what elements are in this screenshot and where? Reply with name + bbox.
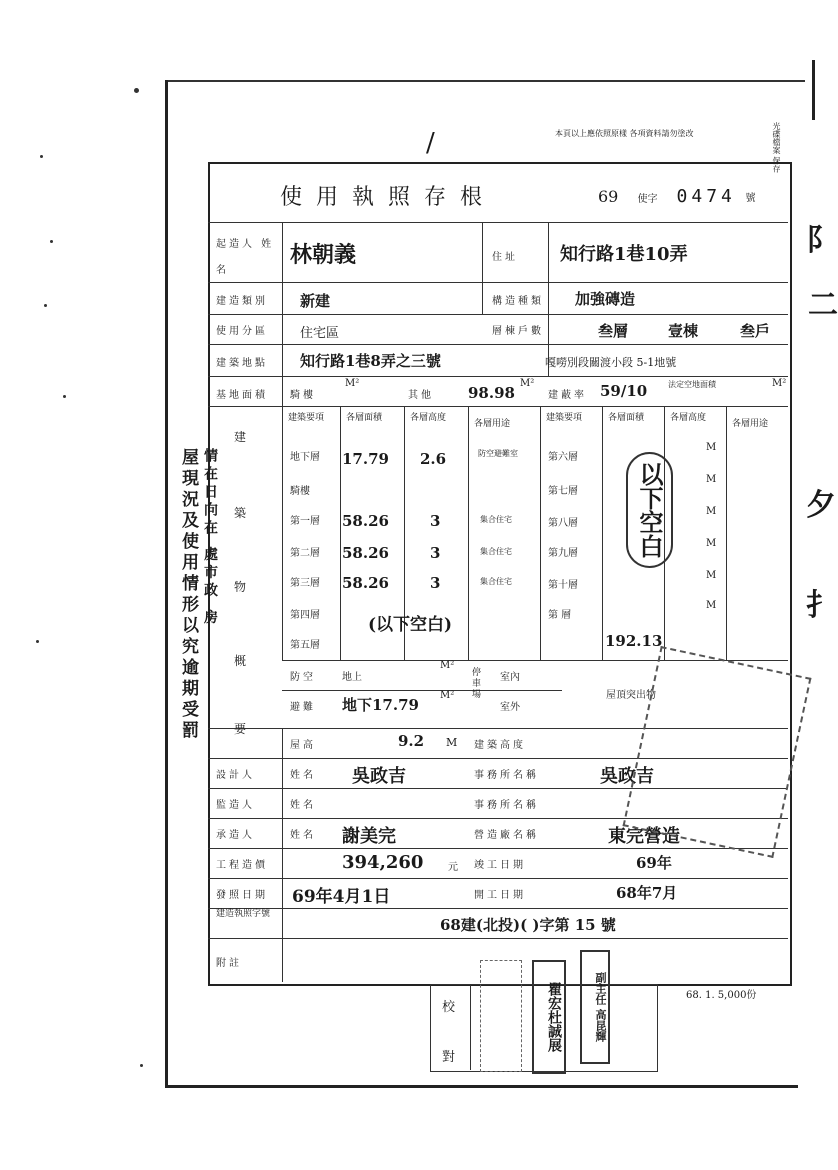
- floor-height: 2.6: [420, 450, 447, 468]
- form-title: 使用執照存根: [280, 185, 497, 210]
- designer-name-label: 姓名: [290, 770, 316, 781]
- floor-use: 防空避難室: [478, 449, 518, 458]
- header-use: 各層用途: [474, 419, 511, 429]
- scan-speck: [134, 88, 139, 93]
- column-divider: [726, 406, 727, 660]
- serial-word: 使字: [637, 194, 658, 205]
- complete-label: 竣工日期: [474, 860, 526, 871]
- row-divider: [208, 848, 788, 849]
- row-divider: [208, 314, 788, 315]
- building-type-label: 建造類別: [216, 296, 268, 307]
- floor-height: 3: [430, 574, 441, 592]
- structure-label: 構造種類: [492, 296, 544, 307]
- floor-item: 地下層: [290, 452, 320, 463]
- units-value: 叁戶: [740, 322, 771, 340]
- legal-space-unit: M²: [772, 378, 787, 389]
- legal-space-label: 法定空地面積: [668, 380, 716, 389]
- permit-label: 建造執照字號: [216, 909, 271, 919]
- row-divider: [208, 878, 788, 879]
- floor-use: 集合住宅: [480, 577, 512, 586]
- handwritten-annotation: 以下空白: [626, 452, 673, 568]
- header-note-right: 光碟檔案 保存: [772, 122, 781, 173]
- location-land: 嘎嘮別段關渡小段 5-1地號: [545, 356, 677, 369]
- floor-unit: M: [706, 506, 717, 517]
- air-defense-label: 防空: [290, 672, 316, 683]
- issue-label: 發照日期: [216, 890, 268, 901]
- house-height-value: 9.2: [398, 732, 425, 750]
- complete-value: 69年: [636, 854, 672, 872]
- floor-item: 第二層: [290, 548, 320, 559]
- row-divider: [208, 938, 788, 939]
- floor-item-right: 第六層: [548, 452, 578, 463]
- column-divider: [282, 728, 283, 982]
- start-value: 68年7月: [616, 884, 678, 902]
- cost-value: 394,260: [342, 852, 424, 873]
- center-stamp: 瞿宏杜誠展: [532, 960, 566, 1074]
- air-defense-above: 地上: [342, 672, 362, 683]
- scan-speck: [50, 240, 53, 243]
- buildings-value: 壹棟: [668, 322, 699, 340]
- column-divider: [470, 984, 471, 1070]
- ratio-value: 59/10: [600, 382, 648, 400]
- page-fragment: 扌: [806, 588, 836, 623]
- floor-use: 集合住宅: [480, 515, 512, 524]
- header-item: 建築要項: [288, 413, 325, 423]
- other-unit: M²: [520, 378, 535, 389]
- other-value: 98.98: [468, 384, 515, 402]
- house-height-label: 屋高: [290, 740, 316, 751]
- serial-no: 0474: [676, 186, 736, 207]
- floor-area: 58.26: [342, 574, 389, 592]
- building-type-value: 新建: [300, 292, 331, 310]
- parking-label: 停車場: [472, 668, 482, 700]
- designer-name: 吳政吉: [352, 766, 406, 787]
- building-vertical-label: 建: [234, 430, 247, 444]
- permit-value: 68建(北投)( )字第 15 號: [440, 916, 616, 934]
- handwritten-mark: /: [426, 128, 435, 158]
- column-divider: [340, 406, 341, 660]
- floor-item: 第四層: [290, 610, 320, 621]
- parking-outside: 室外: [500, 702, 520, 713]
- contractor-name-label: 姓名: [290, 830, 316, 841]
- refuge-unit: M²: [440, 690, 455, 701]
- row-divider: [208, 376, 788, 377]
- header-height: 各層高度: [410, 413, 447, 423]
- page-fragment: 二: [808, 288, 838, 323]
- header-area: 各層面積: [346, 413, 383, 423]
- air-defense-unit: M²: [440, 660, 455, 671]
- refuge-label: 避難: [290, 702, 316, 713]
- print-note: 68. 1. 5,000份: [686, 990, 757, 1001]
- floor-item-right: 第 層: [548, 610, 572, 621]
- site-area-label: 基地面積: [216, 390, 268, 401]
- column-divider: [602, 406, 603, 660]
- cost-label: 工程造價: [216, 860, 268, 871]
- floor-area: 58.26: [342, 512, 389, 530]
- floor-unit: M: [706, 538, 717, 549]
- roof-label: 屋頂突出物: [606, 690, 656, 701]
- scan-speck: [36, 640, 39, 643]
- contractor-label: 承造人: [216, 830, 255, 841]
- serial-number: [598, 186, 756, 207]
- building-vertical-label: 築: [234, 506, 247, 520]
- address-label: 住址: [492, 252, 518, 263]
- floors-value: 叁層: [598, 322, 629, 340]
- scan-speck: [44, 304, 47, 307]
- builder-name: 林朝義: [290, 242, 357, 268]
- row-divider: [208, 222, 788, 223]
- contractor-name: 謝美完: [342, 826, 396, 847]
- header-note-left: 本頁以上應依照原樣 各項資料請勿塗改: [555, 129, 694, 138]
- builder-address: 知行路1巷10弄: [560, 244, 688, 265]
- floor-unit: M: [706, 442, 717, 453]
- builder-label: 起造人 姓名: [216, 239, 275, 276]
- serial-year: 69: [598, 187, 619, 206]
- row-divider: [208, 344, 788, 345]
- scan-speck: [40, 155, 43, 158]
- right-stamp: 副主任 高昆輝: [580, 950, 610, 1064]
- page-fragment: 夕: [806, 488, 836, 523]
- supervisor-name-label: 姓名: [290, 800, 316, 811]
- parking-inside: 室內: [500, 672, 520, 683]
- column-divider: [540, 406, 541, 660]
- floor-height: 3: [430, 512, 441, 530]
- designer-firm: 吳政吉: [600, 766, 654, 787]
- floor-item-right: 第七層: [548, 486, 578, 497]
- floor-item: 第一層: [290, 516, 320, 527]
- designer-firm-label: 事務所名稱: [474, 770, 539, 781]
- start-label: 開工日期: [474, 890, 526, 901]
- ratio-label: 建蔽率: [548, 390, 587, 401]
- serial-suffix: 號: [743, 192, 754, 202]
- other-label: 其他: [408, 390, 434, 401]
- total-area: 192.13: [605, 632, 663, 650]
- location-label: 建築地點: [216, 358, 268, 369]
- column-divider: [468, 406, 469, 660]
- column-divider: [482, 222, 483, 314]
- supervisor-label: 監造人: [216, 800, 255, 811]
- structure-value: 加強磚造: [575, 290, 636, 308]
- issue-value: 69年4月1日: [292, 887, 391, 907]
- check-label-1: 校: [442, 1000, 456, 1015]
- zone-label: 使用分區: [216, 326, 268, 337]
- row-divider: [282, 690, 562, 691]
- header-item-right: 建築要項: [546, 413, 583, 423]
- side-note: 屋現況及使用情形以究逾期受罰: [178, 448, 198, 742]
- page-fragment: 阝: [806, 223, 836, 258]
- floor-unit: M: [706, 474, 717, 485]
- floors-label: 層棟戶數: [492, 326, 544, 337]
- floor-area: 17.79: [342, 450, 389, 468]
- column-divider: [548, 222, 549, 376]
- house-height-unit: M: [446, 736, 458, 749]
- floor-unit: M: [706, 600, 717, 611]
- floor-item-right: 第八層: [548, 518, 578, 529]
- scan-edge: [812, 60, 815, 120]
- contractor-firm: 東完營造: [608, 826, 680, 847]
- check-label-2: 對: [442, 1050, 456, 1065]
- floor-item-right: 第十層: [548, 580, 578, 591]
- arcade-unit: M²: [345, 378, 360, 389]
- building-height-label: 建築高度: [474, 740, 526, 751]
- floor-use: 集合住宅: [480, 547, 512, 556]
- remarks-label: 附註: [216, 958, 242, 969]
- column-divider: [282, 222, 283, 406]
- arcade-label: 騎樓: [290, 390, 316, 401]
- side-note: 情在日向在 處市政 房: [202, 448, 218, 628]
- row-divider: [208, 282, 788, 283]
- floor-item: 第三層: [290, 578, 320, 589]
- header-area-right: 各層面積: [608, 413, 645, 423]
- header-height-right: 各層高度: [670, 413, 707, 423]
- cost-unit: 元: [448, 862, 458, 873]
- floor-item: 第五層: [290, 640, 320, 651]
- header-use-right: 各層用途: [732, 419, 769, 429]
- building-vertical-label: 物: [234, 580, 247, 594]
- stamp-note: (以下空白): [368, 615, 453, 635]
- building-vertical-label: 概: [234, 654, 247, 668]
- location-address: 知行路1巷8弄之三號: [300, 352, 441, 370]
- supervisor-firm-label: 事務所名稱: [474, 800, 539, 811]
- floor-unit: M: [706, 570, 717, 581]
- contractor-firm-label: 營造廠名稱: [474, 830, 539, 841]
- floor-item-right: 第九層: [548, 548, 578, 559]
- refuge-below: 地下17.79: [342, 696, 419, 714]
- zone-value: 住宅區: [300, 326, 340, 341]
- designer-label: 設計人: [216, 770, 255, 781]
- building-vertical-label: 要: [234, 722, 247, 736]
- faded-stamp: [480, 960, 522, 1072]
- floor-item: 騎樓: [290, 486, 310, 497]
- floor-height: 3: [430, 544, 441, 562]
- scan-speck: [140, 1064, 143, 1067]
- scan-speck: [63, 395, 66, 398]
- floor-area: 58.26: [342, 544, 389, 562]
- row-divider: [208, 908, 788, 909]
